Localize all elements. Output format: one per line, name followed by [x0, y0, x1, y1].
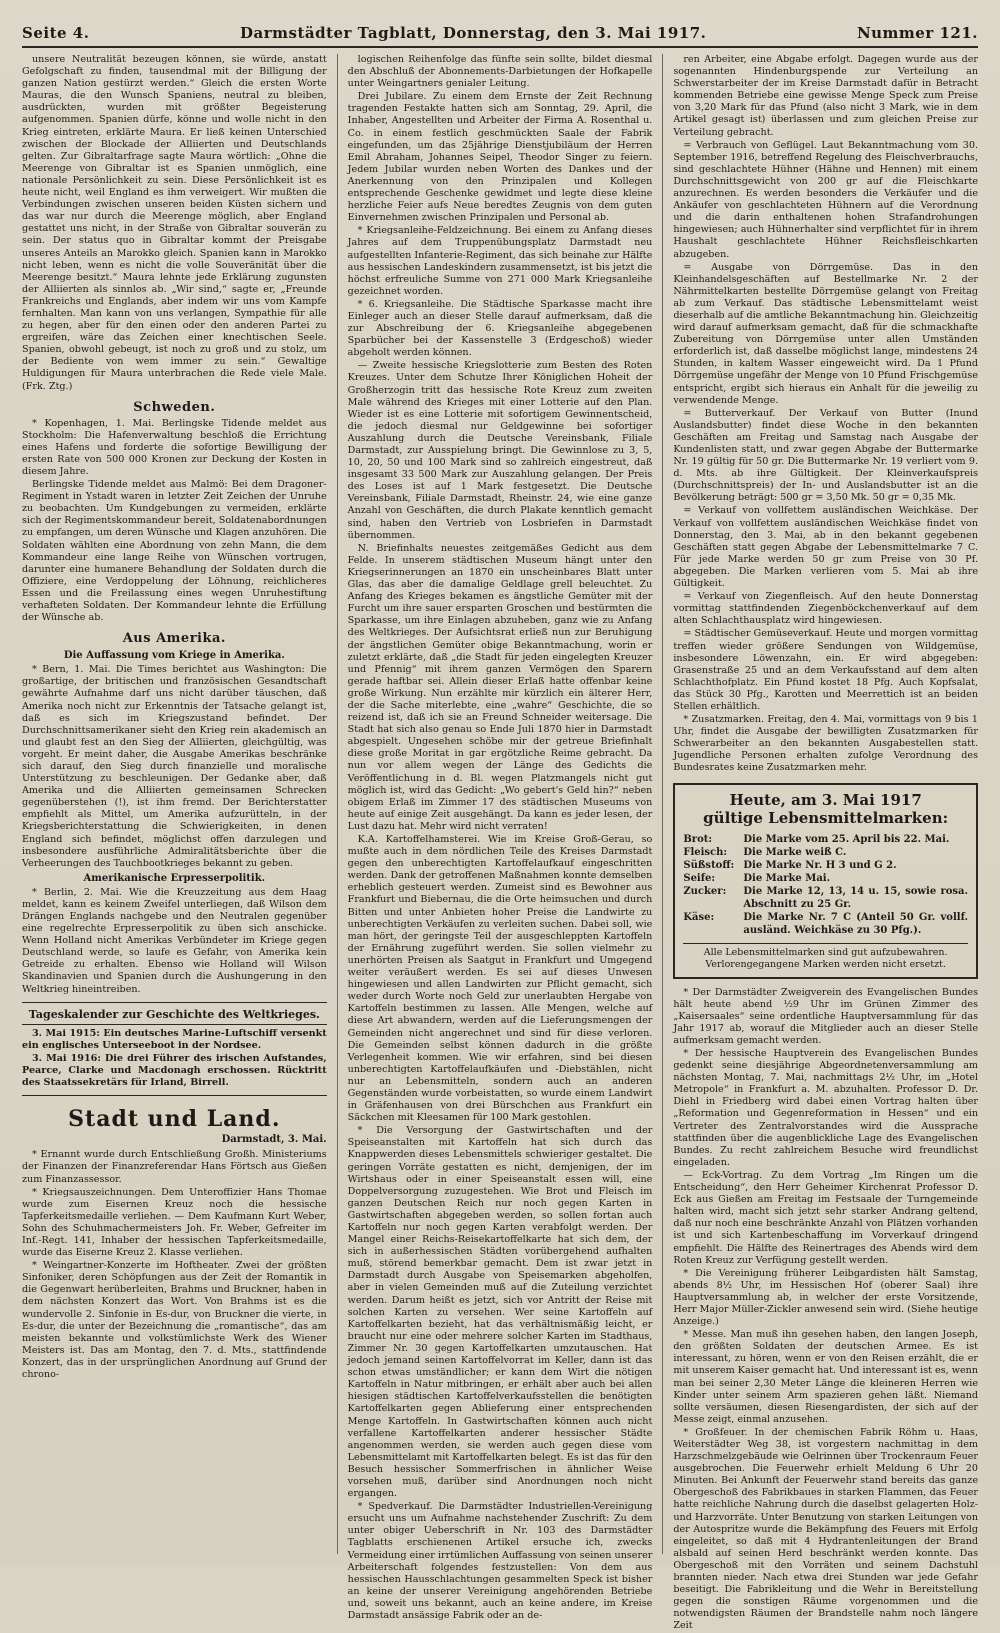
marken-key: Zucker: — [683, 885, 727, 897]
tageskalender-box — [22, 1009, 327, 1090]
marken-value: Die Marke Mai. — [743, 872, 831, 884]
article-kopenhagen: * Kopenhagen, 1. Mai. Berlingske Tidende meldet aus Stockholm: Die Hafenverwaltung beschloß die Errichtung eines Hafens und forderte die sofortige Bewilligung der ersten Rate von 500 000 Kronen zur Deckung der Kosten in diesem Jahre. — [22, 417, 327, 477]
page-number: Seite 4. — [22, 24, 90, 42]
divider — [22, 1002, 327, 1003]
article-drei-jubilare: Drei Jubilare. Zu einem dem Ernste der Zeit Rechnung tragenden Festakte hatten sich am Sonntag, 29. April, die Inhaber, Angestellten und Arbeiter der Firma A. Rosenthal u. Co. in einem festlich geschmückten Saale der Fabrik eingefunden, um das 25jährige Dienstjubiläum der Herren Emil Abraham, Johannes Seipel, Theodor Singer zu feiern. Jedem Jubilar wurden neben Worten des Dankes und der Anerkennung von den Prinzipalen und Kollegen entsprechende Geschenke gewidmet und legte diese kleine herzliche Feier aufs Neue beredtes Zeugnis von dem guten Einvernehmen zwischen Prinzipalen und Personal ab. — [347, 91, 653, 224]
marken-key: Seife: — [683, 872, 716, 884]
column-2 — [337, 54, 653, 1621]
article-kriegslotterie: — Zweite hessische Kriegslotterie zum Besten des Roten Kreuzes. Unter dem Schutze Ihrer Königlichen Hoheit der Großherzogin tritt das hessische Rote Kreuz zum zweiten Male während des Krieges mit einer Lotterie auf den Plan. Wieder ist es eine Lotterie mit sofortigem Gewinnentscheid, die jedoch diesmal nur Geldgewinne bei sofortiger Auszahlung durch die Deutsche Vereinsbank, Filiale Darmstadt, zur Ausspielung bringt. Die Gewinnlose zu 3, 5, 10, 20, 50 und 100 Mark sind so zahlreich eingestreut, daß insgesamt 33 500 Mark zur Auszahlung gelangen. Der Preis des Loses ist auf 1 Mark festgesetzt. Die Deutsche Vereinsbank, Filiale Darmstadt, Rheinstr. 24, wie eine ganze Anzahl von Geschäften, die durch Plakate kenntlich gemacht sind, haben den Vertrieb von Losbriefen in Darmstadt übernommen. — [347, 360, 653, 541]
section-heading-stadt-und-land: Stadt und Land. — [68, 1106, 281, 1133]
marken-key: Käse: — [683, 911, 715, 923]
article-zusatzmarken: * Zusatzmarken. Freitag, den 4. Mai, vormittags von 9 bis 1 Uhr, findet die Ausgabe der bewilligten Zusatzmarken für Schwerarbeiter an den bekannten Ausgabestellen statt. Jugendliche Personen erhalten zufolge Verordnung des Bundesrates keine Zusatzmarken mehr. — [673, 714, 979, 774]
article-gedicht: N. Briefinhalts neuestes zeitgemäßes Gedicht aus dem Felde. In unserem städtischen Museum hängt unter den Kriegserinnerungen an 1870 ein unscheinbares Blatt unter Glas, das aber die damalige Geldlage grell beleuchtet. Zu Anfang des Krieges bekamen es ängstliche Gemüter mit der Furcht um ihre sauer ersparten Groschen und bestürmten die Sparkasse, um ihre Einlagen abzuheben, ganz wie zu Anfang des Weltkrieges. Der Aufsichtsrat erließ nun zur Beruhigung der ängstlichen Gemüter obige Bekanntmachung, worin er zuletzt erklärte, daß „die Stadt für jeden eingelegten Kreuzer und Pfennig“ mit ihrem ganzen Vermögen den Sparern gerade haftbar sei. Allein dieser Erlaß hatte offenbar keine große Wirkung. Nun erzählte mir kürzlich ein älterer Herr, der die Sache miterlebte, eine „wahre“ Geschichte, die so reizend ist, daß ich sie an Freund Schneider weitersage. Die Stadt hat sich also genau so Ende Juli 1870 hier in Darmstadt abgespielt. Ungesehen schöbe mir der getreue Briefinhalt diese große Moritat in gar ergötzliche Reime gebracht. Da nun vor allem wegen der Länge des Gedichts die Veröffentlichung in d. Bl. wegen Platzmangels nicht gut möglich ist, wird das Gedicht: „Wo gebert's Geld hin?“ neben obigem Erlaß im Zimmer 17 des städtischen Museums von heute auf einige Zeit ausgehängt. Da kann es jeder lesen, der Lust dazu hat. Mehr wird nicht verraten! — [347, 542, 653, 832]
column-3 — [662, 54, 979, 1632]
marken-value: Die Marke Nr. 7 C (Anteil 50 Gr. vollf. ausländ. Weichkäse zu 30 Pfg.). — [743, 911, 969, 936]
article-spain-continued: unsere Neutralität bezeugen können, sie würde, anstatt Gefolgschaft zu finden, tausendmal mit der Billigung der ganzen Nation gestürzt werden.“ Gleich die ersten Worte Mauras, die den Wunsch Spaniens, neutral zu bleiben, ausdrückten, wurden mit größter Begeisterung aufgenommen. Spanien dürfe, könne und wolle nicht in den Krieg eintreten, erklärte Maura. Er ließ keinen Unterschied zwischen der Blockade der Alliierten und Deutschlands gelten. Zur Gibraltarfrage sagte Maura wörtlich: „Ohne die Meerenge von Gibraltar ist es Spanien unmöglich, eine nationale Persönlichkeit zu sein. Diese Persönlichkeit ist es heute nicht, weil England es ihm verweigert. Wir mußten die Verbindungen zwischen unseren beiden Küsten sichern und das war nur durch die Meerenge möglich, aber England gestattet uns nicht, in der Straße von Gibraltar souverän zu sein. Der status quo in Gibraltar kommt der Preisgabe unseres Anteils an Marokko gleich. Spanien kann in Marokko nicht leben, wenn es nicht die volle Souveränität über die Meerenge besitzt.“ Maura lehnte jede Erklärung zugunsten der Alliierten als sinnlos ab. „Wir sind,“ sagte er, „Freunde Frankreichs und Englands, aber indem wir uns vom Kampfe fernhalten. Man kann von uns verlangen, Sympathie für alle zu hegen, aber für den einen oder den anderen Partei zu ergreifen, wäre das Zeichen einer knechtischen Seele. Spanien, obwohl gebeugt, ist noch zu groß und zu stolz, um der Bediente von wem immer zu sein.“ Gewaltige Huldigungen für Maura unterbrachen die Rede viele Male. (Frk. Ztg.) — [22, 54, 327, 392]
article-kriegsauszeichnungen: * Kriegsauszeichnungen. Dem Unteroffizier Hans Thomae wurde zum Eisernen Kreuz noch die hessische Tapferkeitsmedaille verliehen. — Dem Kaufmann Kurt Weber, Sohn des Schuhmachermeisters Joh. Fr. Weber, Gefreiter im Inf.-Regt. 141, Inhaber der hessischen Tapferkeitsmedaille, wurde das Eiserne Kreuz 2. Klasse verliehen. — [22, 1186, 327, 1259]
article-kartoffelhamsterei: K.A. Kartoffelhamsterei. Wie im Kreise Groß-Gerau, so mußte auch in dem nördlichen Teile des Kreises Darmstadt gegen den unberechtigten Kartoffelaufkauf eingeschritten werden. Dank der getroffenen Maßnahmen konnte demselben erheblich gesteuert werden. Zumeist sind es Bewohner aus Frankfurt und Biebernau, die die Orte heimsuchen und durch Bitten und unter Anbieten hoher Preise die Landwirte zu unberechtigten Verkäufen zu verleiten suchen. Dabei soll, wie man hört, der geringste Teil der ausgeschleppten Kartoffeln der Ernährung zugeführt werden. Sie sollen vielmehr zu unerhörten Preisen als Saatgut in Frankfurt und Umgegend weiter veräußert werden. Es sei auf dieses Unwesen hingewiesen und allen Landwirten zur Pflicht gemacht, sich weder durch Worte noch Geld zur unerlaubten Hergabe von Kartoffeln bestimmen zu lassen. Alle Mengen, welche auf diese Art abwandern, werden auf die Lieferungsmengen der Gemeinden nicht angerechnet und sind für diese verloren. Die Gemeinden selbst können dadurch in die größte Verlegenheit kommen. Wie wir erfahren, sind bei diesen unberechtigten Kartoffelaufkäufen und -Diebstählen, nicht nur an Lebensmitteln, sondern auch an anderen Gegenständen wurde vorbeistatten, so wurde einem Landwirt in Gräfenhausen von drei Bürschchen aus Frankfurt ein Säckchen mit Kleesamen für 100 Mark gestohlen. — [347, 834, 653, 1124]
marken-value: Die Marke Nr. H 3 und G 2. — [743, 859, 897, 871]
marken-value: Die Marke vom 25. April bis 22. Mai. — [743, 833, 950, 845]
issue-number: Nummer 121. — [856, 24, 978, 42]
lebensmittelmarken-box — [673, 783, 978, 979]
article-messe: * Messe. Man muß ihn gesehen haben, den langen Joseph, den größten Soldaten der deutschen Armee. Es ist interessant, zu hören, wenn er von den Reisen erzählt, die er mit unserem Kaiser gemacht hat. Und interessant ist es, wenn man bei seiner 2,30 Meter Länge die kleineren Herren wie Kinder unter seinem Arm spazieren gehen läßt. Niemand sollte versäumen, diesen Riesengardisten, der sich auf der Messe zeigt, einmal anzusehen. — [673, 1329, 979, 1425]
lebensmittelmarken-heading: Heute, am 3. Mai 1917 — [729, 790, 922, 809]
marken-key: Brot: — [683, 833, 713, 845]
marken-value: Die Marke weiß C. — [743, 846, 847, 858]
article-weichkaese: = Verkauf von vollfettem ausländischen Weichkäse. Der Verkauf von vollfettem ausländischen Weichkäse findet von Donnerstag, den 3. Mai, ab in den bekannt gegebenen Geschäften statt gegen Abgabe der Lebensmittelmarke 7 C. Für jede Marke werden 50 gr zum Preise von 30 Pf. abgegeben. Die Marken verlieren vom 5. Mai ab ihre Gültigkeit. — [673, 505, 979, 590]
tageskalender-title: Tageskalender zur Geschichte des Weltkrieges. — [22, 1009, 327, 1025]
article-doerrgemuese: = Ausgabe von Dörrgemüse. Das in den Kleinhandelsgeschäften auf Bestellmarke Nr. 2 der Nährmittelkarten bestellte Dörrgemüse gelangt von Freitag ab zum Verkauf. Das städtische Lebensmittelamt weist dieserhalb auf die amtliche Bekanntmachung hin. Gleichzeitig wird darauf aufmerksam gemacht, daß für die schmackhafte Zubereitung von Dörrgemüse unter allen Umständen erforderlich ist, daß dasselbe möglichst lange, mindestens 24 Stunden, in kaltem Wasser eingeweicht wird. Da 1 Pfund Dörrgemüse ungefähr der Menge von 10 Pfund Frischgemüse entspricht, ergibt sich hieraus ein Anhalt für die jeweilig zu verwendende Menge. — [673, 261, 979, 406]
article-gefluegel: = Verbrauch von Geflügel. Laut Bekanntmachung vom 30. September 1916, betreffend Regelung des Fleischverbrauchs, sind geschlachtete Hühner (Hähne und Hennen) mit einem Durchschnittsgewicht von 200 gr auf die Fleischkarte anzurechnen. Es werden besonders die Verkäufer und die Ankäufer von geschlachteten Hühnern auf die Verordnung und die darin enthaltenen hohen Strafandrohungen hingewiesen; auch Hühnerhalter sind verpflichtet für in ihrem Haushalt geschlachtete Hühner Reichsfleischkarten abzugeben. — [673, 139, 979, 260]
section-heading-schweden: Schweden. — [133, 399, 216, 415]
columns — [22, 54, 979, 1632]
column-1 — [22, 54, 327, 1554]
article-berlin: * Berlin, 2. Mai. Wie die Kreuzzeitung aus dem Haag meldet, kann es keinem Zweifel unterliegen, daß Wilson dem Drängen Englands nachgebe und den Neutralen gegenüber eine regelrechte Erpresserpolitik zu üben sich anschicke. Wenn Holland nicht Amerikas Verbündeter im Kriege gegen Deutschland werde, so laufe es Gefahr, von Amerika kein Getreide zu erhalten. Ebenso wie Holland will Wilson Skandinavien und Spanien durch die Aushungerung in den Weltkrieg hineintreiben. — [22, 886, 327, 995]
article-6-kriegsanleihe: * 6. Kriegsanleihe. Die Städtische Sparkasse macht ihre Einleger auch an dieser Stelle darauf aufmerksam, daß die zur Abschreibung der 6. Kriegsanleihe abgegebenen Sparbücher bei der Kassenstelle 3 (Erdgeschoß) wieder abgeholt werden können. — [347, 298, 653, 359]
article-butterverkauf: = Butterverkauf. Der Verkauf von Butter (Inund Auslandsbutter) findet diese Woche in den bekannten Geschäften am Freitag und Samstag nach Ausgabe der Kundenlisten statt, und zwar gegen Abgabe der Buttermarke Nr. 19 gültig für 50 gr. Die Buttermarke Nr. 19 verliert vom 9. d. Mts. ab ihre Gültigkeit. Der Kleinverkaufspreis (Durchschnittspreis) der In- und Auslandsbutter ist an die Bevölkerung beträgt: 500 gr = 3,50 Mk. 50 gr = 0,35 Mk. — [673, 407, 979, 504]
dateline: Darmstadt, 3. Mai. — [221, 1134, 327, 1146]
article-speckverkauf: * Spedverkauf. Die Darmstädter Industriellen-Vereinigung ersucht uns um Aufnahme nachstehender Zuschrift: Zu dem unter obiger Ueberschrift in Nr. 103 des Darmstädter Tagblatts erschienenen Artikel ersuche ich, zwecks Vermeidung einer irrtümlichen Auffassung von seinen unserer Arbeiterschaft folgendes festzustellen: Von dem aus hessischen Hausschlachtungen gesammelten Speck ist bisher an keine der unserer Vereinigung angehörenden Betriebe und, soweit uns bekannt, auch an keine andere, im Kreise Darmstadt ansässige Fabrik oder an de- — [347, 1501, 653, 1621]
lebensmittelmarken-heading-2: gültige Lebensmittelmarken: — [703, 808, 949, 827]
article-grossfeuer: * Großfeuer. In der chemischen Fabrik Röhm u. Haas, Weiterstädter Weg 38, ist vorgestern nachmittag in dem Harzschmelzgebäude wie Oelrinnen über Trockenraum Feuer ausgebrochen. Die Feuerwehr erhielt Meldung 6 Uhr 20 Minuten. Bei Ankunft der Feuerwehr stand bereits das ganze Obergeschoß des Fabrikbaues in starken Flammen, das Feuer hatte reichliche Nahrung durch die daselbst gelagerten Holz- und Harzvorräte. Unter Benutzung von starken Leitungen von der Autospritze wurde die Bekämpfung des Feuers mit Erfolg eingeleitet, so daß mit 4 Hydrantenleitungen der Brand alsbald auf seinen Herd beschränkt werden konnte. Das Obergeschoß mit den Vorräten und seinem Dachstuhl brannten nieder. Nach etwa drei Stunden war jede Gefahr beseitigt. Die Fabrikleitung und die Wehr in Bereitstellung gegen die sonstigen Räume vorgenommen und die notwendigsten Räumen der Brandstelle nahm noch längere Zeit — [673, 1426, 979, 1632]
article-eck-vortrag: — Eck-Vortrag. Zu dem Vortrag „Im Ringen um die Entscheidung“, den Herr Geheimer Kirchenrat Professor D. Eck aus Gießen am Freitag im Festsaale der Turngemeinde halten wird, macht sich jetzt sehr starker Andrang geltend, daß nur noch eine beschränkte Anzahl von Plätzen vorhanden ist und sich Kartenbeschaffung im Vorverkauf dringend empfiehlt. Die Hälfte des Reinertrages des Abends wird dem Roten Kreuz zur Verfügung gestellt werden. — [673, 1169, 979, 1266]
article-ziegenfleisch: = Verkauf von Ziegenfleisch. Auf den heute Donnerstag vormittag stattfindenden Ziegenböckchenverkauf auf dem alten Schlachthausplatz wird hingewiesen. — [673, 591, 979, 627]
divider — [22, 1095, 327, 1096]
article-gemueseverkauf: = Städtischer Gemüseverkauf. Heute und morgen vormittag treffen wieder größere Sendungen von Wildgemüse, insbesondere Löwenzahn, ein. Er wird abgegeben: Grasenstraße 25 und an dem Verkaufsstand auf dem alten Schlachthofplatz. Ein Pfund kostet 18 Pfg. Auch Kopfsalat, das Stück 30 Pfg., Karotten und Meerrettich ist an beiden Stellen erhältlich. — [673, 628, 979, 712]
subheading-erpresserpolitik: Amerikanische Erpresserpolitik. — [83, 872, 266, 884]
section-heading-amerika: Aus Amerika. — [122, 631, 226, 647]
article-bern: * Bern, 1. Mai. Die Times berichtet aus Washington: Die großartige, der britischen und französischen Gesandtschaft gewährte Aufnahme darf uns nicht darüber täuschen, daß Amerika noch nicht zur Erkenntnis der Tatsache gelangt ist, daß es sich im Kriegszustand befindet. Der Durchschnittsamerikaner sieht den Krieg rein akademisch an und glaubt fest an den Sieg der Alliierten, gleichgültig, was vorgeht. Er meint daher, die Ausgabe Amerikas beschränke sich darauf, den Sieg durch finanzielle und moralische Unterstützung zu beschleunigen. Der Gedanke aber, daß Amerika und die Alliierten gemeinsamen Schrecken gegenüberstehen (!), ist ihm fremd. Der Berichterstatter empfiehlt als Mittel, um Amerika aufzurütteln, in der Kriegsberichterstattung die Schwierigkeiten, in denen England sich befindet, möglichst offen darzulegen und insbesondere ausführliche Admiralitätsberichte über die Verheerungen des Tauchbootkrieges bekannt zu geben. — [22, 664, 327, 869]
marken-value: Die Marke 12, 13, 14 u. 15, sowie rosa. Abschnitt zu 25 Gr. — [743, 885, 969, 910]
tageskalender-entry-1916: 3. Mai 1916: Die drei Führer des irischen Aufstandes, Pearce, Clarke und Macdonagh erschossen. Rücktritt des Staatssekretärs für Irland, Birrell. — [22, 1052, 327, 1089]
marken-row — [683, 859, 968, 872]
article-leibgardisten: * Die Vereinigung früherer Leibgardisten hält Samstag, abends 8½ Uhr, im Hessischen Hof (oberer Saal) ihre Hauptversammlung ab, in welcher der erste Vorsitzende, Herr Major Müller-Zickler anwesend sein wird. (Siehe heutige Anzeige.) — [673, 1267, 979, 1328]
newspaper-title: Darmstädter Tagblatt, Donnerstag, den 3. Mai 1917. — [240, 24, 707, 42]
marken-row — [683, 833, 968, 846]
marken-row — [683, 885, 968, 911]
article-kriegsanleihe-feld: * Kriegsanleihe-Feldzeichnung. Bei einem zu Anfang dieses Jahres auf dem Truppenübungsplatz Darmstadt neu aufgestellten Infanterie-Regiment, das sich beinahe zur Hälfte aus hessischen Landeskindern zusammensetzt, ist bis jetzt die höchst erfreuliche Summe von 271 000 Mark Kriegsanleihe gezeichnet worden. — [347, 225, 653, 297]
marken-key: Süßstoff: — [683, 859, 735, 871]
article-speckverkauf-continued: ren Arbeiter, eine Abgabe erfolgt. Dagegen wurde aus der sogenannten Hindenburgspende zur Verteilung an Schwerstarbeiter der im Kreise Darmstadt dafür in Betracht kommenden Betriebe eine gewisse Menge Speck zum Preise von 3,20 Mark für das Pfund (also nicht 3 Mark, wie in dem Artikel gesagt ist) überlassen und zum gleichen Preise zur Verteilung gebracht. — [673, 54, 979, 138]
article-weingartner-continued: logischen Reihenfolge das fünfte sein sollte, bildet diesmal den Abschluß der Abonnements-Darbietungen der Hofkapelle unter Weingartners genialer Leitung. — [347, 54, 653, 90]
tageskalender-entry-1915: 3. Mai 1915: Ein deutsches Marine-Luftschiff versenkt ein englisches Unterseeboot in der Nordsee. — [22, 1027, 327, 1051]
article-malmoe: Berlingske Tidende meldet aus Malmö: Bei dem Dragoner-Regiment in Ystadt waren in letzter Zeit Zeichen der Unruhe zu beobachten. Um Kundgebungen zu vermeiden, erklärte sich der Regimentskommandeur bereit, Soldatenabordnungen zu empfangen, um deren Wünsche und Klagen anzuhören. Die Soldaten wählten eine Abordnung von zehn Mann, die dem Kommandeur eine lange Reihe von Wünschen vortrugen, darunter eine humanere Behandlung der Soldaten durch die Offiziere, eine Verdoppelung der Löhnung, reichlicheres Essen und die Freilassung eines wegen Unruhestiftung verhafteten Soldaten. Der Kommandeur lehnte die Erfüllung der Wünsche ab. — [22, 479, 327, 624]
article-evang-bund-hauptverein: * Der hessische Hauptverein des Evangelischen Bundes gedenkt seine diesjährige Abgeordnetenversammlung am nächsten Montag, 7. Mai, nachmittags 2½ Uhr, im „Hotel Metropole“ in Frankfurt a. M. abzuhalten. Professor D. Dr. Diehl in Friedberg wird dabei einen Vortrag halten über „Reformation und Gegenreformation in Hessen“ und ein Vertreter des Zentralvorstandes wird die Aussprache stattfinden über die augenblickliche Lage des Evangelischen Bundes. Zu recht zahlreichem Besuche wird freundlichst eingeladen. — [673, 1048, 979, 1168]
subheading-auffassung: Die Auffassung vom Kriege in Amerika. — [63, 650, 285, 662]
lebensmittelmarken-footnote: Alle Lebensmittelmarken sind gut aufzubewahren. Verlorengegangene Marken werden nicht ersetzt. — [683, 943, 968, 971]
marken-row — [683, 846, 968, 859]
masthead — [22, 24, 978, 48]
article-weingartner: * Weingartner-Konzerte im Hoftheater. Zwei der größten Sinfoniker, deren Schöpfungen aus der Zeit der Romantik in die Gegenwart herüberleiten, Brahms und Bruckner, haben in dem nächsten Konzert das Wort. Von Brahms ist es die wundervolle 2. Sinfonie in Es-dur, von Bruckner die vierte, in Es-dur, die unter der Bezeichnung die „romantische“, das am meisten bekannte und volkstümlichste Werk des Wiener Meisters ist. Das am Montag, den 7. d. Mts., stattfindende Konzert, das in der ursprünglichen Anordnung auf Grund der chrono- — [22, 1260, 327, 1380]
article-gastwirtschaften: * Die Versorgung der Gastwirtschaften und der Speiseanstalten mit Kartoffeln hat sich durch das Knappwerden dieses Lebensmittels schwieriger gestaltet. Die geringen Vorräte gestatten es nicht, demjenigen, der im Wirtshaus oder in einer Speiseanstalt essen will, eine Doppelversorgung zuzugestehen. Wie Brot und Fleisch im ganzen Deutschen Reich nur noch gegen Karten in Gastwirtschaften abgegeben werden, so sollen fortan auch Kartoffeln nur noch gegen Karten verabfolgt werden. Der Mangel einer Reichs-Reisekartoffelkarte hat sich dem, der sich in außerhessischen Städten vorübergehend aufhalten muß, störend bemerkbar gemacht. Dem ist zwar jetzt in Darmstadt durch Ausgabe von Speisemarken abgeholfen, aber in vielen Gemeinden muß auf die Zuteilung verzichtet werden. Darum heißt es jetzt, sich vor Antritt der Reise mit solchen Karten zu versehen. Wer seine Kartoffeln auf Kartoffelkarten bezieht, hat das verhältnismäßig leicht, er braucht nur eine oder mehrere solcher Karten im Stadthaus, Zimmer Nr. 30 gegen Kartoffelkarten umzutauschen. Hat jedoch jemand seinen Kartoffelvorrat im Keller, dann ist das schon etwas umständlicher; er kann dem Wirt die nötigen Kartoffeln in Natur mitbringen, er erhält aber auch bei allen hiesigen städtischen Kartoffelverkaufsstellen die benötigten Kartoffelkarten gegen Ablieferung einer entsprechenden Menge Kartoffeln. In Gastwirtschaften können auch nicht verfallene Kartoffelkarten anderer hessischer Städte angenommen werden, sie werden auch gegen diese vom Lebensmittelamt mit Kartoffelkarten belegt. Es ist das für den Besuch hessischer Sommerfrischen in ähnlicher Weise vorsehen muß, darüber sind Anordnungen noch nicht ergangen. — [347, 1125, 653, 1500]
marken-row — [683, 872, 968, 885]
article-ernannt: * Ernannt wurde durch Entschließung Großh. Ministeriums der Finanzen der Finanzreferendar Hans Förtsch aus Gießen zum Finanzassessor. — [22, 1149, 327, 1185]
article-evang-bund-zweigverein: * Der Darmstädter Zweigverein des Evangelischen Bundes hält heute abend ½9 Uhr im Grünen Zimmer des „Kaisersaales“ seine ordentliche Hauptversammlung für das Jahr 1917 ab, worauf die Mitglieder auch an dieser Stelle aufmerksam gemacht werden. — [673, 986, 979, 1046]
marken-key: Fleisch: — [683, 846, 728, 858]
marken-row — [683, 911, 968, 937]
